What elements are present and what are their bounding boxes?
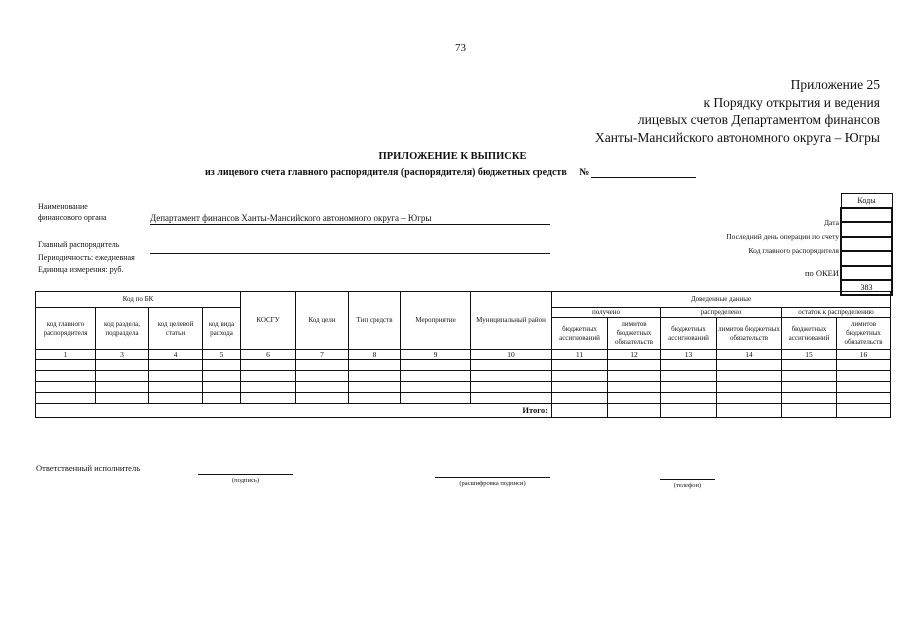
org-value: Департамент финансов Ханты-Мансийского автономного округа – Югры	[150, 213, 432, 223]
table-cell[interactable]	[296, 393, 349, 404]
table-cell[interactable]	[837, 393, 891, 404]
table-cell[interactable]	[349, 382, 401, 393]
total-label: Итого:	[36, 404, 552, 418]
table-cell[interactable]	[661, 371, 717, 382]
ostatok-header: остаток к распределению	[782, 308, 891, 318]
table-cell[interactable]	[349, 360, 401, 371]
codes-table	[840, 193, 893, 296]
table-cell[interactable]	[471, 382, 552, 393]
unit-label: Единица измерения: руб.	[38, 265, 124, 274]
table-cell[interactable]	[717, 360, 782, 371]
org-label-1: Наименование	[38, 202, 88, 211]
col-num: 8	[349, 350, 401, 360]
total-cell[interactable]	[661, 404, 717, 418]
table-cell[interactable]	[717, 371, 782, 382]
decode-caption: (расшифровка подписи)	[459, 480, 526, 487]
col-header-5: код вида расхода	[203, 308, 241, 350]
table-cell[interactable]	[717, 393, 782, 404]
dovedennye-header: Доведенные данные	[552, 292, 891, 308]
appendix-line: Приложение 25	[790, 77, 880, 92]
kod-bk-header: Код по БК	[36, 292, 241, 308]
table-cell[interactable]	[241, 360, 296, 371]
signature-caption: (подпись)	[232, 477, 259, 484]
appendix-line: к Порядку открытия и ведения	[703, 94, 880, 110]
table-cell[interactable]	[36, 393, 96, 404]
table-cell[interactable]	[782, 371, 837, 382]
chief-code-label: Код главного распорядителя	[748, 246, 839, 255]
col-header-16: лимитов бюджетных обязательств	[837, 318, 891, 350]
kosgu-header: КОСГУ	[241, 292, 296, 350]
date-label: Дата	[824, 218, 839, 227]
table-cell[interactable]	[96, 382, 149, 393]
col-num: 15	[782, 350, 837, 360]
number-sign: №	[579, 167, 590, 178]
table-cell[interactable]	[349, 371, 401, 382]
total-cell[interactable]	[552, 404, 608, 418]
col-header-15: бюджетных ассигнований	[782, 318, 837, 350]
page-number: 73	[455, 42, 466, 54]
col-num: 3	[96, 350, 149, 360]
col-header-4: код целевой статьи	[149, 308, 203, 350]
table-cell[interactable]	[149, 382, 203, 393]
table-cell[interactable]	[552, 393, 608, 404]
total-cell[interactable]	[717, 404, 782, 418]
okei-cell: 383	[841, 280, 892, 295]
table-cell[interactable]	[608, 393, 661, 404]
table-cell[interactable]	[837, 382, 891, 393]
table-cell[interactable]	[296, 371, 349, 382]
meropriyatie-header: Мероприятие	[401, 292, 471, 350]
table-cell[interactable]	[837, 371, 891, 382]
table-cell[interactable]	[608, 360, 661, 371]
blank-code-cell-2[interactable]	[841, 266, 892, 281]
col-header-12: лимитов бюджетных обязательств	[608, 318, 661, 350]
total-cell[interactable]	[608, 404, 661, 418]
raspredeleno-header: распределено	[661, 308, 782, 318]
appendix-line: лицевых счетов Департаментом финансов	[637, 112, 880, 127]
codes-header: Коды	[841, 194, 892, 208]
total-row	[36, 404, 891, 418]
last-day-cell[interactable]	[841, 237, 892, 252]
column-numbers-row	[36, 350, 891, 360]
col-num: 16	[837, 350, 891, 360]
table-cell[interactable]	[471, 371, 552, 382]
municipal-header: Муниципальный район	[471, 292, 552, 350]
table-cell[interactable]	[471, 360, 552, 371]
col-num: 10	[471, 350, 552, 360]
col-num: 11	[552, 350, 608, 360]
table-row[interactable]	[36, 393, 891, 404]
table-cell[interactable]	[241, 382, 296, 393]
table-cell[interactable]	[401, 360, 471, 371]
table-cell[interactable]	[401, 393, 471, 404]
number-line[interactable]	[591, 167, 696, 178]
col-num: 13	[661, 350, 717, 360]
appendix-line: Ханты-Мансийского автономного округа – Югры	[595, 129, 880, 145]
kod-celi-header: Код цели	[296, 292, 349, 350]
subtitle-text: из лицевого счета главного распорядителя (распорядителя) бюджетных средств	[205, 167, 567, 178]
table-cell[interactable]	[203, 393, 241, 404]
tip-sredstv-header: Тип средств	[349, 292, 401, 350]
col-header-11: бюджетных ассигнований	[552, 318, 608, 350]
table-cell[interactable]	[782, 393, 837, 404]
table-cell[interactable]	[717, 382, 782, 393]
col-num: 4	[149, 350, 203, 360]
table-cell[interactable]	[782, 360, 837, 371]
document-subtitle	[205, 167, 696, 178]
col-num: 6	[241, 350, 296, 360]
table-cell[interactable]	[552, 382, 608, 393]
date-cell[interactable]	[841, 222, 892, 237]
table-cell[interactable]	[96, 393, 149, 404]
table-cell[interactable]	[36, 371, 96, 382]
appendix-block	[595, 76, 880, 146]
phone-caption: (телефон)	[673, 482, 702, 489]
okei-label: по ОКЕИ	[804, 268, 839, 278]
col-num: 14	[717, 350, 782, 360]
col-num: 5	[203, 350, 241, 360]
table-cell[interactable]	[149, 371, 203, 382]
table-cell[interactable]	[401, 382, 471, 393]
phone-line[interactable]	[660, 479, 715, 480]
table-cell[interactable]	[241, 371, 296, 382]
table-cell[interactable]	[552, 371, 608, 382]
table-cell[interactable]	[36, 382, 96, 393]
table-cell[interactable]	[661, 393, 717, 404]
table-cell[interactable]	[782, 382, 837, 393]
table-cell[interactable]	[661, 360, 717, 371]
table-cell[interactable]	[149, 360, 203, 371]
last-day-label: Последний день операции по счету	[726, 232, 839, 241]
periodicity-label: Периодичность: ежедневная	[38, 253, 135, 262]
table-row[interactable]	[36, 371, 891, 382]
col-header-1: код главного распорядителя	[36, 308, 96, 350]
blank-code-cell[interactable]	[841, 208, 892, 223]
table-cell[interactable]	[296, 382, 349, 393]
document-title: ПРИЛОЖЕНИЕ К ВЫПИСКЕ	[378, 151, 527, 162]
table-cell[interactable]	[96, 360, 149, 371]
polucheno-header: получено	[552, 308, 661, 318]
table-cell[interactable]	[149, 393, 203, 404]
col-header-14: лимитов бюджетных обязательств	[717, 318, 782, 350]
table-cell[interactable]	[552, 360, 608, 371]
chief-field[interactable]	[150, 253, 550, 254]
col-num: 1	[36, 350, 96, 360]
table-cell[interactable]	[96, 371, 149, 382]
chief-code-cell[interactable]	[841, 251, 892, 266]
table-cell[interactable]	[203, 382, 241, 393]
org-label-2: финансового органа	[38, 213, 107, 222]
decode-line[interactable]	[435, 477, 550, 478]
table-cell[interactable]	[471, 393, 552, 404]
col-header-13: бюджетных ассигнований	[661, 318, 717, 350]
col-num: 9	[401, 350, 471, 360]
table-cell[interactable]	[36, 360, 96, 371]
table-cell[interactable]	[608, 371, 661, 382]
col-num: 7	[296, 350, 349, 360]
org-value-field[interactable]	[150, 213, 550, 225]
total-cell[interactable]	[837, 404, 891, 418]
executor-label: Ответственный исполнитель	[36, 463, 141, 473]
table-row[interactable]	[36, 382, 891, 393]
table-cell[interactable]	[203, 360, 241, 371]
table-cell[interactable]	[241, 393, 296, 404]
table-cell[interactable]	[837, 360, 891, 371]
table-row[interactable]	[36, 360, 891, 371]
table-cell[interactable]	[296, 360, 349, 371]
col-header-3: код раздела, подраздела	[96, 308, 149, 350]
table-cell[interactable]	[608, 382, 661, 393]
table-cell[interactable]	[349, 393, 401, 404]
signature-line[interactable]	[198, 474, 293, 475]
table-cell[interactable]	[203, 371, 241, 382]
table-cell[interactable]	[401, 371, 471, 382]
main-table	[35, 291, 891, 418]
table-cell[interactable]	[661, 382, 717, 393]
total-cell[interactable]	[782, 404, 837, 418]
col-num: 12	[608, 350, 661, 360]
chief-label: Главный распорядитель	[38, 240, 120, 249]
